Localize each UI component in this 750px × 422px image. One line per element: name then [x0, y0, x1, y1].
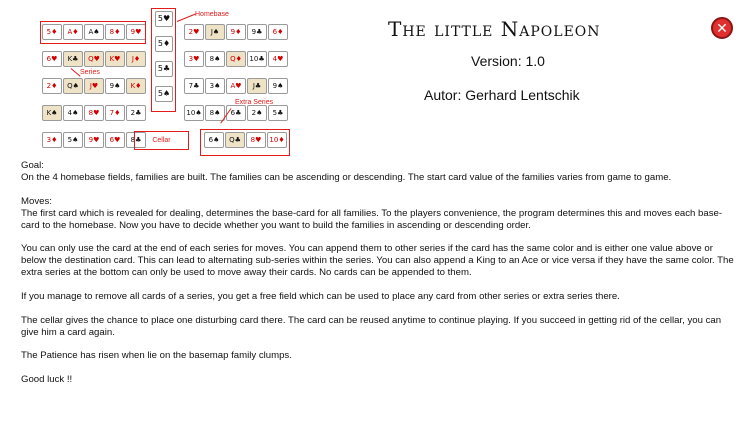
playing-card: 5♥ [155, 11, 173, 27]
page-title: The little Napoleon [388, 17, 601, 41]
playing-card: 9♥ [126, 24, 146, 40]
playing-card: 9♣ [247, 24, 267, 40]
playing-card: 6♥ [105, 132, 125, 148]
playing-card: A♠ [84, 24, 104, 40]
playing-card: Q♦ [226, 51, 246, 67]
goal-heading: Goal: [21, 160, 44, 171]
author-text: Autor: Gerhard Lentschik [424, 87, 580, 103]
rules-text [21, 160, 737, 398]
playing-card: 3♠ [205, 78, 225, 94]
playing-card: 5♦ [42, 24, 62, 40]
playing-card: 4♠ [63, 105, 83, 121]
playing-card: 9♠ [268, 78, 288, 94]
goal-text: On the 4 homebase fields, families are built. The families can be ascending or descending. The start card value of the families varies from game to game. [21, 171, 672, 183]
game-layout-diagram [38, 8, 290, 158]
moves-heading: Moves: [21, 195, 52, 207]
playing-card: 2♥ [184, 24, 204, 40]
extra-series-label: Extra Series [235, 99, 274, 106]
playing-card: Q♠ [63, 78, 83, 94]
good-luck-text: Good luck !! [21, 374, 73, 386]
playing-card: 6♠ [204, 132, 224, 148]
playing-card: 5♦ [155, 36, 173, 52]
playing-card: J♥ [84, 78, 104, 94]
playing-card: Q♣ [225, 132, 245, 148]
playing-card: 6♦ [268, 24, 288, 40]
playing-card: 8♥ [84, 105, 104, 121]
playing-card: 8♥ [246, 132, 266, 148]
homebase-pointer [177, 14, 196, 22]
playing-card: 2♠ [247, 105, 267, 121]
playing-card: A♥ [226, 78, 246, 94]
playing-card: 6♣ [226, 105, 246, 121]
playing-card: 10♠ [184, 105, 204, 121]
playing-card: J♠ [205, 24, 225, 40]
close-button[interactable] [711, 17, 733, 39]
playing-card: 7♣ [184, 78, 204, 94]
playing-card: K♣ [63, 51, 83, 67]
playing-card: 8♠ [205, 51, 225, 67]
playing-card: 6♥ [42, 51, 62, 67]
homebase-label: Homebase [195, 11, 229, 18]
playing-card: 5♠ [155, 86, 173, 102]
goal-section [21, 160, 737, 184]
playing-card: 3♦ [42, 132, 62, 148]
playing-card: 5♠ [63, 132, 83, 148]
playing-card: 2♣ [126, 105, 146, 121]
playing-card: 5♣ [155, 61, 173, 77]
playing-card: A♦ [63, 24, 83, 40]
playing-card: Q♥ [84, 51, 104, 67]
playing-card: 9♥ [84, 132, 104, 148]
cellar-box: Cellar [134, 131, 189, 150]
playing-card: K♠ [42, 105, 62, 121]
playing-card: J♦ [126, 51, 146, 67]
playing-card: K♥ [105, 51, 125, 67]
playing-card: 10♣ [247, 51, 267, 67]
rule-paragraph: The cellar gives the chance to place one disturbing card there. The card can be reused anytime to continue playing. If you succeed in getting rid of the cellar, you can give him a card again. [21, 314, 722, 338]
rule-paragraph: If you manage to remove all cards of a series, you get a free field which can be used to place any card from other series or extra series there. [21, 290, 620, 302]
moves-section [21, 196, 737, 232]
rule-paragraph: The Patience has risen when lie on the basemap family clumps. [21, 350, 292, 362]
series-box [40, 21, 146, 44]
playing-card: 3♥ [184, 51, 204, 67]
series-label: Series [80, 69, 100, 76]
playing-card: 10♦ [267, 132, 287, 148]
playing-card: 2♦ [42, 78, 62, 94]
playing-card: 8♣ [126, 132, 146, 148]
version-text: Version: 1.0 [471, 53, 545, 69]
playing-card: 4♥ [268, 51, 288, 67]
playing-card: J♣ [247, 78, 267, 94]
close-icon: ✕ [716, 20, 728, 36]
playing-card: 8♠ [205, 105, 225, 121]
playing-card: K♦ [126, 78, 146, 94]
moves-text: The first card which is revealed for dealing, determines the base-card for all families. To the players convenience, the program determines this and moves each base-card to the homebase. Now you have to decide whether you want to build the families in ascending or descending order. [21, 207, 723, 231]
playing-card: 7♦ [105, 105, 125, 121]
playing-card: 9♦ [226, 24, 246, 40]
playing-card: 5♣ [268, 105, 288, 121]
extra-series-box [200, 129, 290, 156]
rule-paragraph: You can only use the card at the end of each series for moves. You can append them to other series if the card has the same color and is either one value above or below the destination card. This can lead to alternating sub-series within the series. You can also append a King to an Ace or vice versa if they have the same color. The extra series at the bottom can only be used to move away their cards. No cards can be appended to them. [21, 243, 734, 279]
playing-card: 9♠ [105, 78, 125, 94]
playing-card: 8♦ [105, 24, 125, 40]
